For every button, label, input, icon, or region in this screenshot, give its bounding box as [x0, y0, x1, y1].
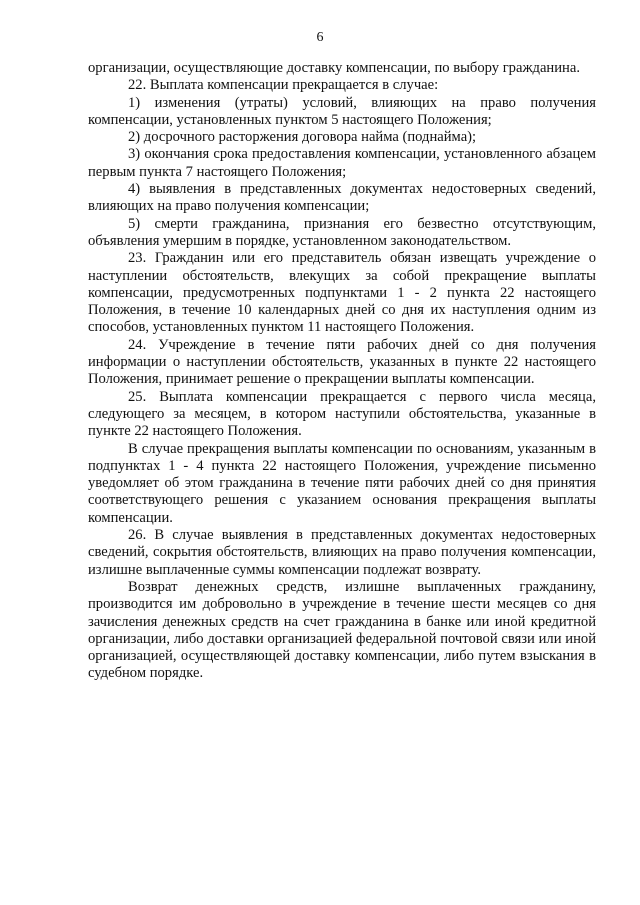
- paragraph: 24. Учреждение в течение пяти рабочих дней со дня получения информации о наступлении обстоятельств, указанных в пункте 22 настоящего Положения, принимает решение о прекращении выплаты компенсации.: [88, 336, 596, 388]
- paragraph: 23. Гражданин или его представитель обязан извещать учреждение о наступлении обстоятельств, влекущих за собой прекращение выплаты компенсации, предусмотренных подпунктами 1 - 2 пункта 22 настоящего Положения, в течение 10 календарных дней со дня их наступления одним из способов, установленных пунктом 11 настоящего Положения.: [88, 250, 596, 336]
- page-number: 6: [316, 30, 324, 45]
- paragraph: 1) изменения (утраты) условий, влияющих на право получения компенсации, установленных пунктом 5 настоящего Положения;: [88, 94, 596, 128]
- paragraph: 3) окончания срока предоставления компенсации, установленного абзацем первым пункта 7 настоящего Положения;: [88, 146, 596, 180]
- paragraph: 22. Выплата компенсации прекращается в случае:: [128, 77, 439, 94]
- paragraph: 2) досрочного расторжения договора найма (поднайма);: [128, 129, 477, 146]
- paragraph: Возврат денежных средств, излишне выплаченных гражданину, производится им добровольно в учреждение в течение шести месяцев со дня зачисления денежных средств на счет гражданина в банке или иной кредитной организации, либо доставки организацией федеральной почтовой связи или иной организацией, осуществляющей доставку компенсации, либо путем взыскания в судебном порядке.: [88, 578, 596, 682]
- paragraph: организации, осуществляющие доставку компенсации, по выбору гражданина.: [88, 60, 580, 76]
- paragraph: 26. В случае выявления в представленных документах недостоверных сведений, сокрытия обстоятельств, влияющих на право получения компенсации, излишне выплаченные суммы компенсации подлежат возврату.: [88, 527, 596, 578]
- paragraph: 4) выявления в представленных документах недостоверных сведений, влияющих на право получения компенсации;: [88, 181, 596, 215]
- paragraph: В случае прекращения выплаты компенсации по основаниям, указанным в подпунктах 1 - 4 пункта 22 настоящего Положения, учреждение письменно уведомляет об этом гражданина в течение пяти рабочих дней со дня принятия соответствующего решения с указанием основания прекращения выплаты компенсации.: [88, 440, 596, 526]
- paragraph: 5) смерти гражданина, признания его безвестно отсутствующим, объявления умершим в порядке, установленном законодательством.: [88, 215, 596, 249]
- document-body: [88, 60, 596, 683]
- paragraph: 25. Выплата компенсации прекращается с первого числа месяца, следующего за месяцем, в котором наступили обстоятельства, указанные в пункте 22 настоящего Положения.: [88, 388, 596, 440]
